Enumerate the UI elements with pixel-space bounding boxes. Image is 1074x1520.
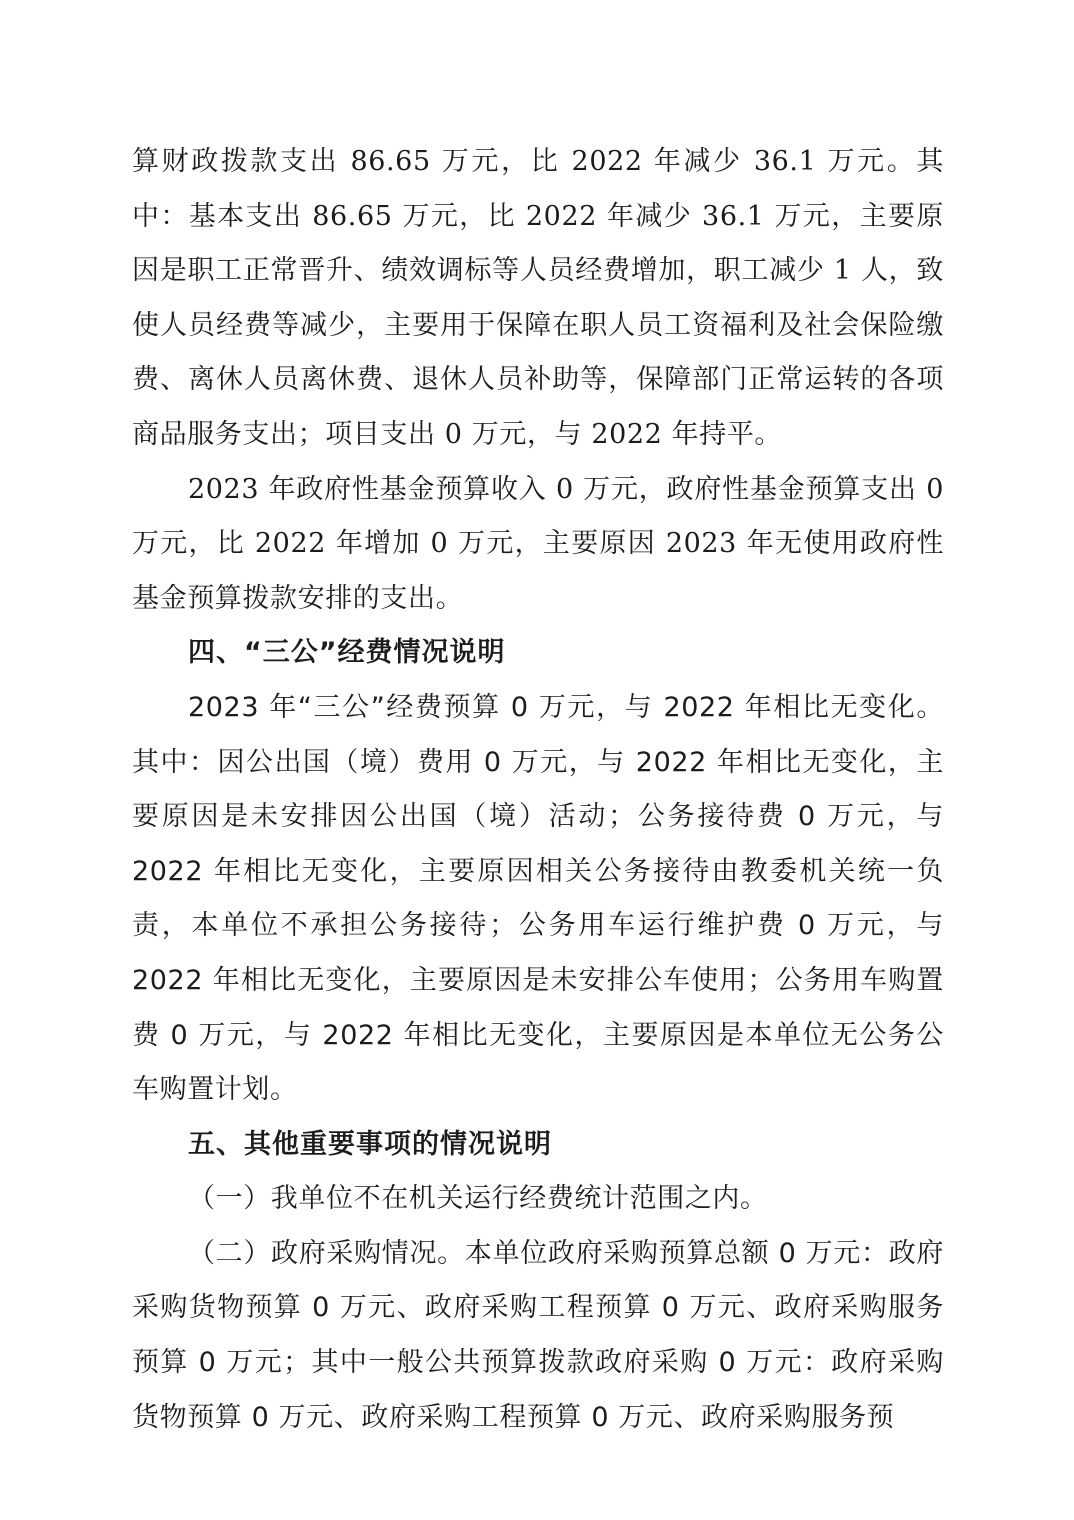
paragraph-operating-expenses: （一）我单位不在机关运行经费统计范围之内。	[188, 1183, 768, 1215]
paragraph-government-fund: 2023 年政府性基金预算收入 0 万元，政府性基金预算支出 0 万元，比 2022 年增加 0 万元，主要原因 2023 年无使用政府性基金预算拨款安排的支出。	[132, 473, 944, 614]
paragraph-budget-expenditure: 算财政拨款支出 86.65 万元，比 2022 年减少 36.1 万元。其中：基本支出 86.65 万元，比 2022 年减少 36.1 万元，主要原因是职工正常晋升、绩效调标等人员经费增加，职工减少 1 人，致使人员经费等减少，主要用于保障在职人员工资福利及社会保险缴费、离休人员离休费、退休人员补助等，保障部门正常运转的各项商品服务支出；项目支出 0 万元，与 2022 年持平。	[132, 146, 944, 450]
section-heading-other-matters: 五、其他重要事项的情况说明	[188, 1128, 552, 1160]
document-page	[132, 135, 944, 1445]
section-heading-three-public: 四、“三公”经费情况说明	[188, 637, 506, 669]
paragraph-three-public-expenses: 2023 年“三公”经费预算 0 万元，与 2022 年相比无变化。其中：因公出国（境）费用 0 万元，与 2022 年相比无变化，主要原因是未安排因公出国（境）活动；公务接待费 0 万元，与 2022 年相比无变化，主要原因相关公务接待由教委机关统一负责，本单位不承担公务接待；公务用车运行维护费 0 万元，与 2022 年相比无变化，主要原因是未安排公车使用；公务用车购置费 0 万元，与 2022 年相比无变化，主要原因是本单位无公务公车购置计划。	[132, 691, 944, 1106]
paragraph-government-procurement: （二）政府采购情况。本单位政府采购预算总额 0 万元：政府采购货物预算 0 万元、政府采购工程预算 0 万元、政府采购服务预算 0 万元；其中一般公共预算拨款政府采购 0 万元：政府采购货物预算 0 万元、政府采购工程预算 0 万元、政府采购服务预	[132, 1237, 944, 1433]
